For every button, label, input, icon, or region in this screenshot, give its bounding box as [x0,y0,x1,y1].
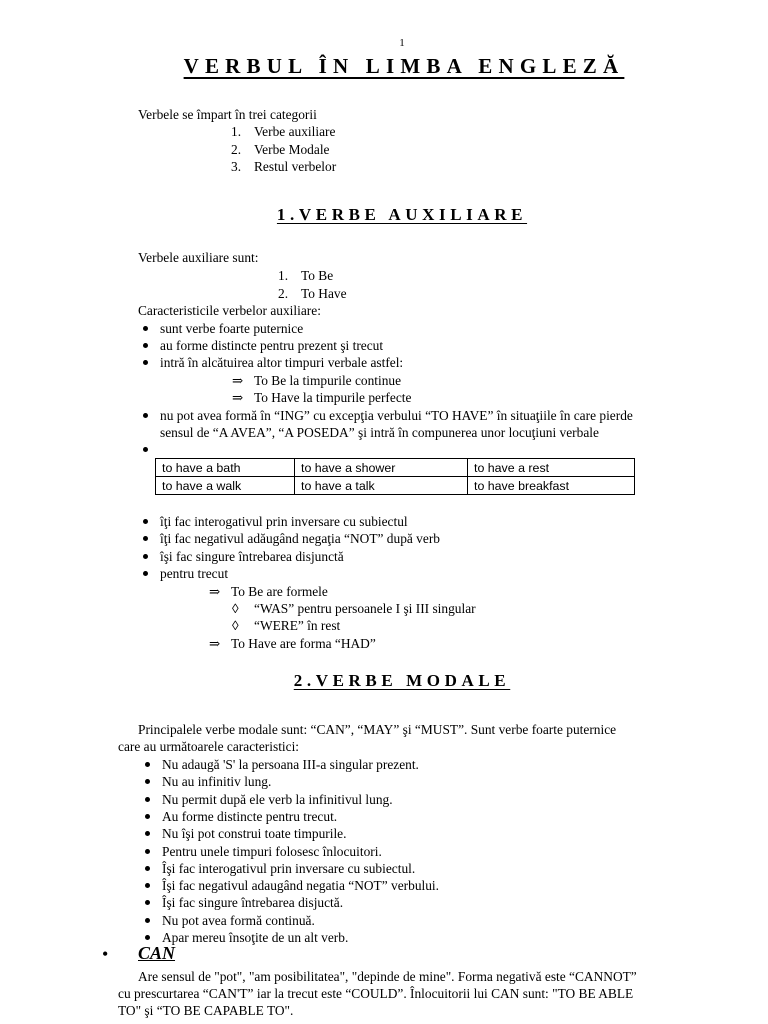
can-bullet: • [102,944,109,964]
modal-bullet-6: Pentru unele timpuri folosesc înlocuitori. [162,844,382,859]
can-line-2: cu prescurtarea “CAN'T” iar la trecut este “COULD”. Înlocuitorii lui CAN sunt: "TO BE ABLE [118,986,634,1001]
table-cell: to have breakfast [468,477,635,495]
page-number: 1 [399,37,405,49]
modal-bullet-11: Apar mereu însoţite de un alt verb. [162,930,349,945]
modal-bullet-10: Nu pot avea formă continuă. [162,913,315,928]
aux-bullet-3: intră în alcătuirea altor timpuri verbale astfel: [160,355,404,370]
intro-item-1: Verbe auxiliare [254,124,336,139]
table-cell: to have a rest [468,459,635,477]
aux-bullet-4: îţi fac interogativul prin inversare cu subiectul [160,514,408,529]
aux-bullet-1: sunt verbe foarte puternice [160,321,304,336]
aux-item-2: To Have [301,286,347,301]
aux-bullet-2: au forme distincte pentru prezent şi trecut [160,338,384,353]
page-title: VERBUL ÎN LIMBA ENGLEZĂ [183,54,625,78]
table-row [156,477,635,495]
aux-bullet-ing-cont: sensul de “A AVEA”, “A POSEDA” şi intră în compunerea unor locuţiuni verbale [160,425,599,440]
intro-list-num-1: 1. [231,124,242,139]
section-heading-auxiliare: 1.VERBE AUXILIARE [276,205,528,224]
modal-bullet-4: Au forme distincte pentru trecut. [162,809,338,824]
can-line-1: Are sensul de "pot", "am posibilitatea", "depinde de mine". Forma negativă este “CANNOT” [138,969,637,984]
modal-para-line-2: care au următoarele caracteristici: [118,739,300,754]
past-diamond-2: ◊ “WERE” în rest [254,617,340,634]
table-row [156,459,635,477]
modal-bullet-8: Îşi fac negativul adaugând negatia “NOT” verbului. [162,878,439,893]
aux-item-1: To Be [301,268,334,283]
aux-list-num-1: 1. [278,268,289,283]
locutions-table [155,458,635,495]
aux-bullet-7: pentru trecut [160,566,229,581]
aux-lead: Verbele auxiliare sunt: [138,250,259,265]
modal-bullet-2: Nu au infinitiv lung. [162,774,272,789]
aux-bullet-6: îşi fac singure întrebarea disjunctă [160,549,344,564]
past-have: ⇒ To Have are forma “HAD” [231,635,376,652]
modal-bullet-5: Nu îşi pot construi toate timpurile. [162,826,347,841]
section-heading-modale: 2.VERBE MODALE [293,671,511,690]
intro-item-3: Restul verbelor [254,159,337,174]
aux-list-num-2: 2. [278,286,289,301]
table-cell: to have a shower [295,459,468,477]
past-diamond-1: ◊ “WAS” pentru persoanele I şi III singular [254,600,476,617]
table-cell: to have a walk [156,477,295,495]
intro-item-2: Verbe Modale [254,142,330,157]
can-heading: CAN [138,943,176,963]
aux-char-heading: Caracteristicile verbelor auxiliare: [138,303,321,318]
table-cell: to have a bath [156,459,295,477]
modal-bullet-9: Îşi fac singure întrebarea disjuctă. [162,895,344,910]
past-be: ⇒ To Be are formele [231,583,328,600]
aux-arrow-2: ⇒ To Have la timpurile perfecte [254,389,411,406]
modal-para-line-1: Principalele verbe modale sunt: “CAN”, “MAY” şi “MUST”. Sunt verbe foarte puternice [138,722,617,737]
aux-arrow-1: ⇒ To Be la timpurile continue [254,372,401,389]
intro-list-num-3: 3. [231,159,242,174]
aux-bullet-5: îţi fac negativul adăugând negaţia “NOT” după verb [160,531,440,546]
intro-list-num-2: 2. [231,142,242,157]
intro-text: Verbele se împart în trei categorii [138,107,317,122]
modal-bullet-3: Nu permit după ele verb la infinitivul lung. [162,792,393,807]
modal-bullet-1: Nu adaugă 'S' la persoana III-a singular prezent. [162,757,419,772]
modal-bullet-7: Îşi fac interogativul prin inversare cu subiectul. [162,861,416,876]
table-cell: to have a talk [295,477,468,495]
aux-bullet-ing: nu pot avea formă în “ING” cu excepţia verbului “TO HAVE” în situaţiile în care pierde [160,408,633,423]
can-line-3: TO" şi “TO BE CAPABLE TO". [118,1003,294,1018]
